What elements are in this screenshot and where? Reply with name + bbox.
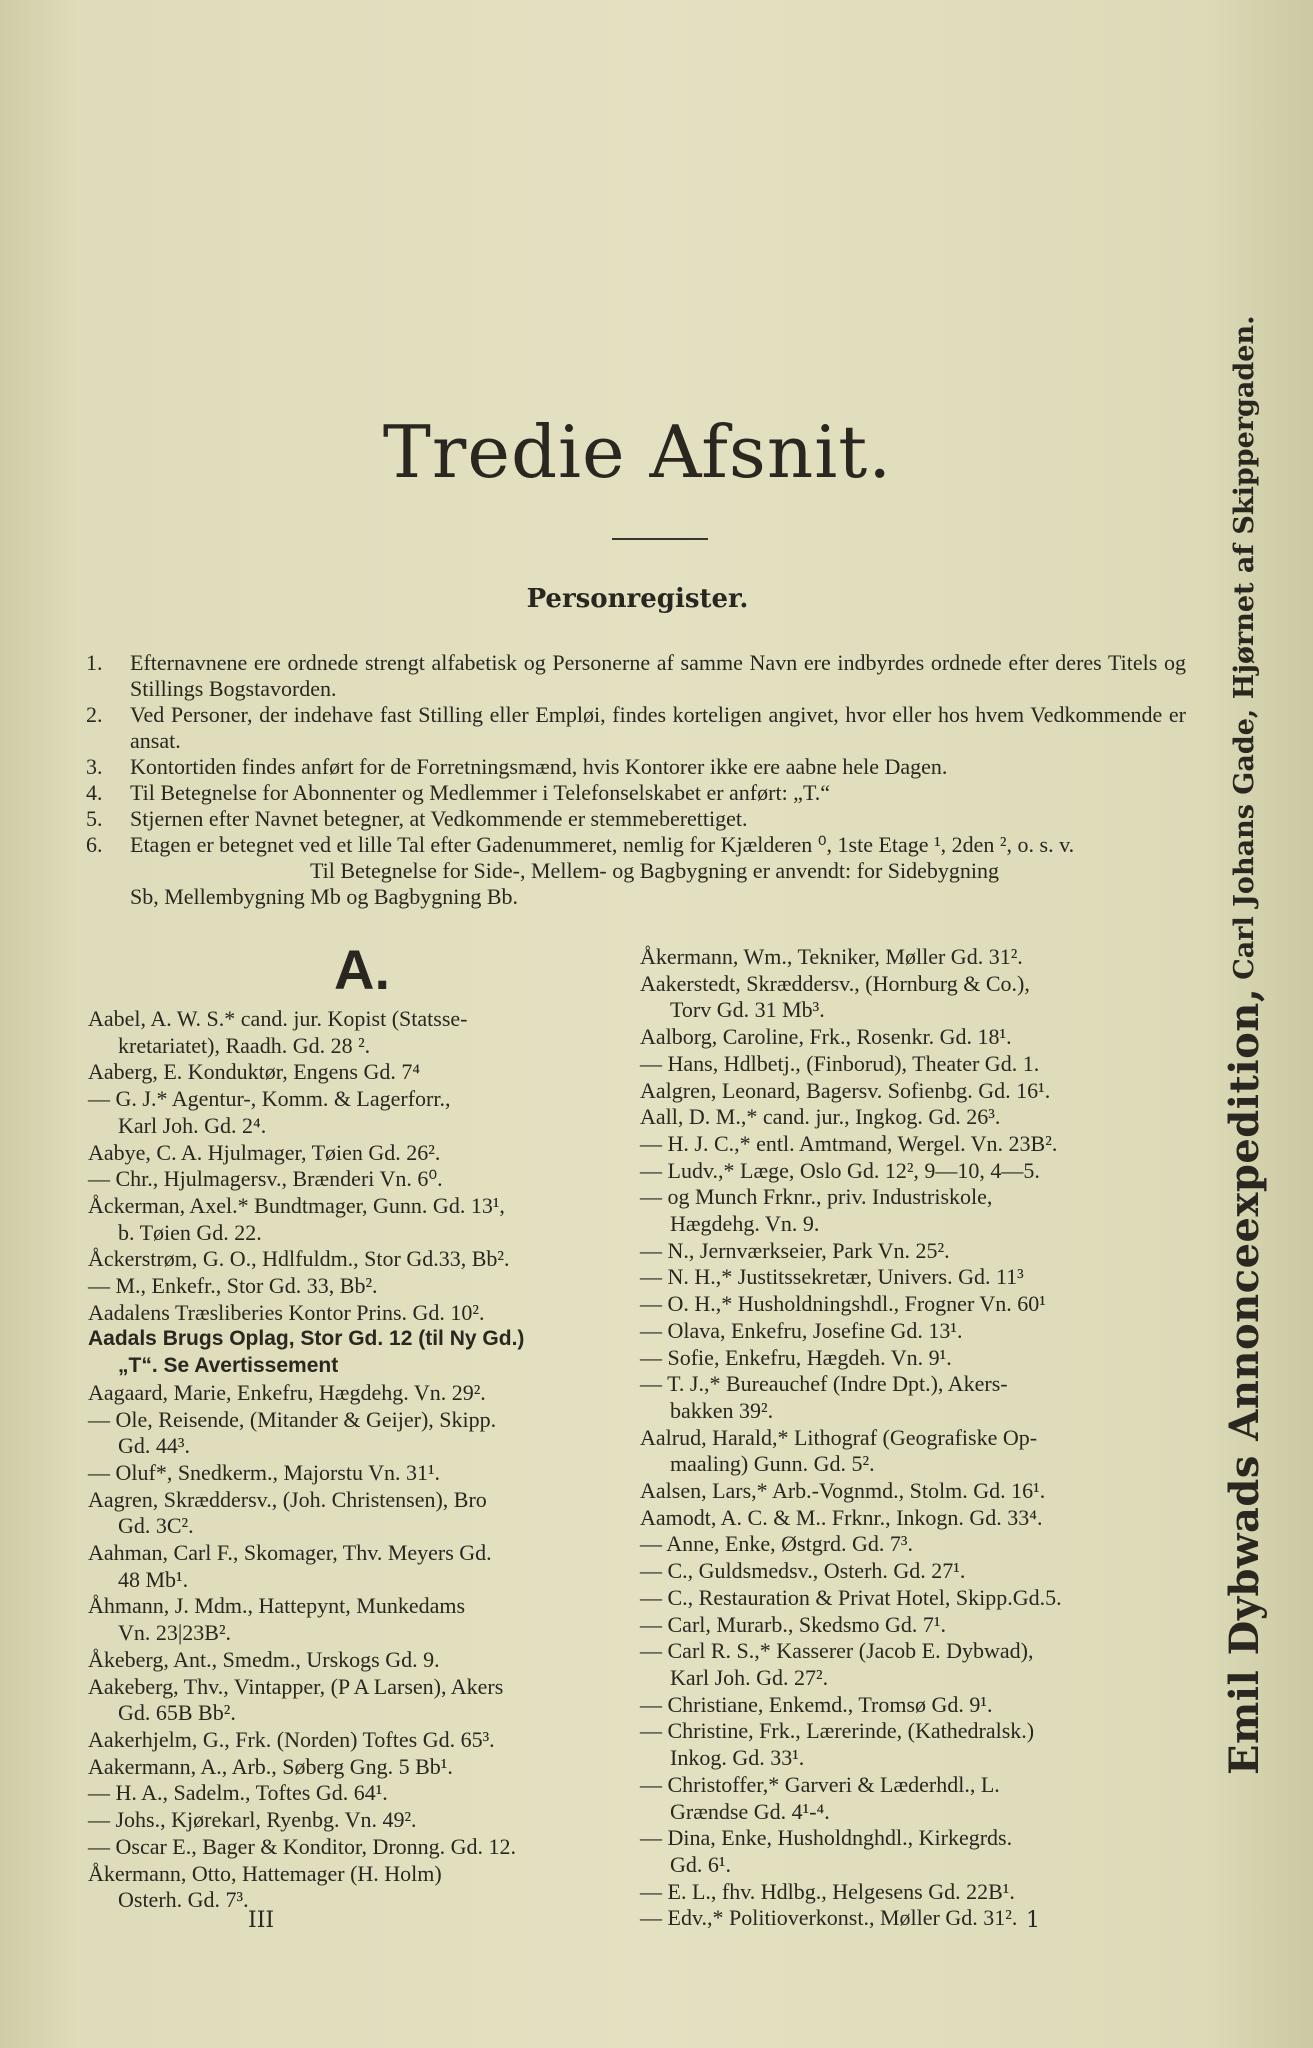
register-entry bbox=[640, 1131, 1185, 1158]
entry-line: — Carl R. S.,* Kasserer (Jacob E. Dybwad), bbox=[640, 1638, 1034, 1664]
entry-continuation: Osterh. Gd. 7³. bbox=[118, 1887, 249, 1913]
register-entry bbox=[88, 1460, 633, 1487]
entry-line: — E. L., fhv. Hdlbg., Helgesens Gd. 22B¹. bbox=[640, 1878, 1015, 1904]
entry-continuation: Vn. 23|23B². bbox=[118, 1620, 232, 1646]
register-entry bbox=[640, 1879, 1185, 1906]
entry-line: Aabye, C. A. Hjulmager, Tøien Gd. 26². bbox=[88, 1139, 441, 1165]
register-entry bbox=[88, 1166, 633, 1193]
register-entry bbox=[640, 1772, 1185, 1825]
register-entry bbox=[640, 1371, 1185, 1424]
rule-number: 4. bbox=[86, 780, 103, 805]
register-entry bbox=[640, 1425, 1185, 1478]
register-entry bbox=[88, 1006, 633, 1059]
note-line: Sb, Mellembygning Mb og Bagbygning Bb. bbox=[130, 884, 519, 909]
entry-line: — Ludv.,* Læge, Oslo Gd. 12², 9—10, 4—5. bbox=[640, 1157, 1040, 1183]
register-entry bbox=[88, 1193, 633, 1246]
rule-item bbox=[86, 780, 1186, 806]
entry-line: — Chr., Hjulmagersv., Brænderi Vn. 6⁰. bbox=[88, 1166, 443, 1192]
building-note bbox=[86, 858, 1186, 910]
rule-item bbox=[86, 650, 1186, 702]
register-entry bbox=[640, 1238, 1185, 1265]
left-column bbox=[88, 938, 633, 1914]
entry-line: Aakeberg, Thv., Vintapper, (P A Larsen), Akers bbox=[88, 1673, 504, 1699]
folio-left: III bbox=[248, 1908, 275, 1933]
rule-item bbox=[86, 806, 1186, 832]
entry-continuation: b. Tøien Gd. 22. bbox=[118, 1219, 262, 1245]
entry-continuation: Karl Joh. Gd. 2⁴. bbox=[118, 1112, 267, 1138]
section-letter: A. bbox=[334, 938, 390, 1001]
register-entry bbox=[640, 1291, 1185, 1318]
entry-line: Aabel, A. W. S.* cand. jur. Kopist (Statsse- bbox=[88, 1006, 468, 1031]
entry-line: — G. J.* Agentur-, Komm. & Lagerforr., bbox=[88, 1086, 451, 1112]
title-divider bbox=[612, 538, 708, 540]
rule-text: Kontortiden findes anført for de Forretningsmænd, hvis Kontorer ikke ere aabne hele Dagen. bbox=[130, 754, 948, 779]
entry-line: — Sofie, Enkefru, Hægdeh. Vn. 9¹. bbox=[640, 1344, 952, 1370]
entry-line: Aakermann, A., Arb., Søberg Gng. 5 Bb¹. bbox=[88, 1753, 453, 1779]
register-entry bbox=[640, 1825, 1185, 1878]
note-line: Til Betegnelse for Side-, Mellem- og Bagbygning er anvendt: for Sidebygning bbox=[310, 858, 1000, 883]
entry-line: Åkeberg, Ant., Smedm., Urskogs Gd. 9. bbox=[88, 1646, 440, 1672]
entry-line: — Olava, Enkefru, Josefine Gd. 13¹. bbox=[640, 1317, 963, 1343]
entry-line: Åkermann, Wm., Tekniker, Møller Gd. 31². bbox=[640, 944, 1023, 969]
register-entry bbox=[640, 971, 1185, 1024]
entry-line: Åhmann, J. Mdm., Hattepynt, Munkedams bbox=[88, 1593, 466, 1619]
entry-line: Aall, D. M.,* cand. jur., Ingkog. Gd. 26³. bbox=[640, 1104, 1001, 1130]
rule-text: Efternavnene ere ordnede strengt alfabetisk og Personerne af samme Navn ere indbyrdes ordnede efter deres Titels og Stillings Bogstavorden. bbox=[130, 650, 1186, 701]
entry-line: — Christine, Frk., Lærerinde, (Kathedralsk.) bbox=[640, 1718, 1035, 1744]
entry-continuation: kretariatet), Raadh. Gd. 28 ². bbox=[118, 1032, 371, 1058]
register-entry bbox=[640, 1158, 1185, 1185]
entry-line: Aalborg, Caroline, Frk., Rosenkr. Gd. 18¹. bbox=[640, 1024, 1012, 1050]
entry-continuation: Grændse Gd. 4¹-⁴. bbox=[670, 1798, 830, 1824]
register-entry bbox=[88, 1407, 633, 1460]
register-entry bbox=[640, 1558, 1185, 1585]
register-entry bbox=[640, 1345, 1185, 1372]
entry-line: — M., Enkefr., Stor Gd. 33, Bb². bbox=[88, 1273, 378, 1299]
register-entry bbox=[640, 1024, 1185, 1051]
register-entry bbox=[640, 1585, 1185, 1612]
register-entry bbox=[640, 1318, 1185, 1345]
entry-line: — Christiane, Enkemd., Tromsø Gd. 9¹. bbox=[640, 1691, 993, 1717]
entry-line: Åckerstrøm, G. O., Hdlfuldm., Stor Gd.33, Bb². bbox=[88, 1246, 510, 1272]
rule-number: 3. bbox=[86, 754, 103, 779]
register-entry bbox=[88, 1780, 633, 1807]
register-entry bbox=[640, 1264, 1185, 1291]
entry-line: — Edv.,* Politioverkonst., Møller Gd. 31². bbox=[640, 1905, 1018, 1931]
rule-text: Ved Personer, der indehave fast Stilling eller Empløi, findes korteligen angivet, hvor eller hos hvem Vedkommende er ansat. bbox=[130, 702, 1186, 753]
entry-line: Aagren, Skræddersv., (Joh. Christensen), Bro bbox=[88, 1486, 487, 1512]
register-entry bbox=[88, 1246, 633, 1273]
entry-continuation: Inkog. Gd. 33¹. bbox=[670, 1745, 805, 1771]
entry-line: — Ole, Reisende, (Mitander & Geijer), Skipp. bbox=[88, 1406, 497, 1432]
right-column bbox=[640, 944, 1185, 1932]
rule-item bbox=[86, 754, 1186, 780]
entry-line: — C., Restauration & Privat Hotel, Skipp.Gd.5. bbox=[640, 1584, 1062, 1610]
entry-line: Aaberg, E. Konduktør, Engens Gd. 7⁴ bbox=[88, 1059, 421, 1085]
entry-line: — Oluf*, Snedkerm., Majorstu Vn. 31¹. bbox=[88, 1459, 441, 1485]
entry-line: Aalgren, Leonard, Bagersv. Sofienbg. Gd. 16¹. bbox=[640, 1077, 1051, 1103]
entry-line: Åkermann, Otto, Hattemager (H. Holm) bbox=[88, 1860, 442, 1886]
register-entry bbox=[640, 1078, 1185, 1105]
rule-number: 5. bbox=[86, 806, 103, 831]
register-entry bbox=[88, 1326, 633, 1379]
register-entry bbox=[88, 1540, 633, 1593]
entry-line: — Oscar E., Bager & Konditor, Dronng. Gd. 12. bbox=[88, 1833, 517, 1859]
register-entry bbox=[88, 1674, 633, 1727]
entry-line: Aahman, Carl F., Skomager, Thv. Meyers Gd. bbox=[88, 1540, 492, 1566]
entry-continuation: Gd. 44³. bbox=[118, 1433, 190, 1459]
rule-text: Til Betegnelse for Abonnenter og Medlemmer i Telefonselskabet er anført: „T.“ bbox=[130, 780, 831, 805]
rule-text: Etagen er betegnet ved et lille Tal efter Gadenummeret, nemlig for Kjælderen ⁰, 1ste Etage ¹, 2den ², o. s. v. bbox=[130, 832, 1075, 857]
register-entry bbox=[640, 1531, 1185, 1558]
entry-line: — Anne, Enke, Østgrd. Gd. 7³. bbox=[640, 1531, 914, 1557]
entry-line: — T. J.,* Bureauchef (Indre Dpt.), Akers- bbox=[640, 1371, 1008, 1397]
register-entry bbox=[640, 1692, 1185, 1719]
register-entry bbox=[640, 1718, 1185, 1771]
entry-line: — C., Guldsmedsv., Osterh. Gd. 27¹. bbox=[640, 1558, 966, 1584]
entry-line: — H. J. C.,* entl. Amtmand, Wergel. Vn. 23B². bbox=[640, 1130, 1058, 1156]
entry-line: — O. H.,* Husholdningshdl., Frogner Vn. 60¹ bbox=[640, 1291, 1046, 1317]
banner-secondary: Carl Johans Gade, Hjørnet af Skippergaden. bbox=[1228, 315, 1260, 980]
section-title: Tredie Afsnit. bbox=[382, 410, 893, 494]
register-entry bbox=[88, 1593, 633, 1646]
register-entry bbox=[640, 1051, 1185, 1078]
register-entry bbox=[640, 1184, 1185, 1237]
register-entry bbox=[640, 1905, 1185, 1932]
rule-number: 2. bbox=[86, 702, 103, 727]
register-entry bbox=[88, 1754, 633, 1781]
entry-line: Aalrud, Harald,* Lithograf (Geografiske Op- bbox=[640, 1424, 1038, 1450]
entry-continuation: „T“. Se Avertissement bbox=[118, 1354, 339, 1378]
entry-line: Aamodt, A. C. & M.. Frknr., Inkogn. Gd. 33⁴. bbox=[640, 1504, 1043, 1530]
rule-item bbox=[86, 832, 1186, 858]
register-entry bbox=[88, 1380, 633, 1407]
entry-line: Aagaard, Marie, Enkefru, Hægdehg. Vn. 29². bbox=[88, 1379, 486, 1405]
register-entry bbox=[88, 1647, 633, 1674]
rule-number: 1. bbox=[86, 650, 103, 675]
rules-list bbox=[86, 650, 1186, 910]
rule-item bbox=[86, 702, 1186, 754]
entry-continuation: Gd. 6¹. bbox=[670, 1851, 731, 1877]
register-entry bbox=[640, 944, 1185, 971]
entry-line: Aakerhjelm, G., Frk. (Norden) Toftes Gd. 65³. bbox=[88, 1726, 495, 1752]
entry-line: — H. A., Sadelm., Toftes Gd. 64¹. bbox=[88, 1780, 388, 1806]
entry-continuation: 48 Mb¹. bbox=[118, 1566, 189, 1592]
register-entry bbox=[640, 1638, 1185, 1691]
register-entry bbox=[640, 1505, 1185, 1532]
entry-line: — Hans, Hdlbetj., (Finborud), Theater Gd. 1. bbox=[640, 1050, 1040, 1076]
entry-line: — og Munch Frknr., priv. Industriskole, bbox=[640, 1184, 993, 1210]
entry-line: — Christoffer,* Garveri & Læderhdl., L. bbox=[640, 1771, 1000, 1797]
register-entry bbox=[88, 1727, 633, 1754]
entry-line: Aadals Brugs Oplag, Stor Gd. 12 (til Ny Gd.) bbox=[88, 1327, 525, 1351]
register-entry bbox=[640, 1612, 1185, 1639]
register-entry bbox=[88, 1834, 633, 1861]
register-entry bbox=[640, 1478, 1185, 1505]
entry-continuation: bakken 39². bbox=[670, 1397, 774, 1423]
register-entry bbox=[88, 1140, 633, 1167]
entry-line: — N., Jernværkseier, Park Vn. 25². bbox=[640, 1237, 950, 1263]
entry-continuation: Torv Gd. 31 Mb³. bbox=[670, 997, 825, 1023]
entry-continuation: maaling) Gunn. Gd. 5². bbox=[670, 1451, 875, 1477]
rule-text: Stjernen efter Navnet betegner, at Vedkommende er stemmeberettiget. bbox=[130, 806, 748, 831]
entry-line: — N. H.,* Justitssekretær, Univers. Gd. 11³ bbox=[640, 1264, 1024, 1290]
register-entry bbox=[640, 1104, 1185, 1131]
register-entry bbox=[88, 1807, 633, 1834]
entry-continuation: Hægdehg. Vn. 9. bbox=[670, 1211, 820, 1237]
register-entry bbox=[88, 1300, 633, 1327]
entry-line: — Carl, Murarb., Skedsmo Gd. 7¹. bbox=[640, 1611, 947, 1637]
folio-right: 1 bbox=[1026, 1908, 1040, 1933]
section-subtitle: Personregister. bbox=[526, 584, 749, 614]
rule-number: 6. bbox=[86, 832, 103, 857]
entry-line: — Dina, Enke, Husholdnghdl., Kirkegrds. bbox=[640, 1825, 1013, 1851]
register-entry bbox=[88, 1861, 633, 1914]
entry-line: Åckerman, Axel.* Bundtmager, Gunn. Gd. 13¹, bbox=[88, 1192, 505, 1218]
entry-line: Aalsen, Lars,* Arb.-Vognmd., Stolm. Gd. 16¹. bbox=[640, 1478, 1046, 1504]
entry-continuation: Gd. 65B Bb². bbox=[118, 1700, 236, 1726]
side-banner bbox=[1209, 315, 1279, 1775]
entry-line: Aakerstedt, Skræddersv., (Hornburg & Co.), bbox=[640, 970, 1030, 996]
register-entry bbox=[88, 1059, 633, 1086]
register-entry bbox=[88, 1487, 633, 1540]
register-entry bbox=[88, 1273, 633, 1300]
entry-line: Aadalens Træsliberies Kontor Prins. Gd. 10². bbox=[88, 1299, 485, 1325]
entry-continuation: Karl Joh. Gd. 27². bbox=[670, 1664, 829, 1690]
entry-continuation: Gd. 3C². bbox=[118, 1513, 194, 1539]
banner-main: Emil Dybwads Annonceexpedition, bbox=[1220, 987, 1268, 1775]
register-entry bbox=[88, 1086, 633, 1139]
entry-line: — Johs., Kjørekarl, Ryenbg. Vn. 49². bbox=[88, 1807, 417, 1833]
